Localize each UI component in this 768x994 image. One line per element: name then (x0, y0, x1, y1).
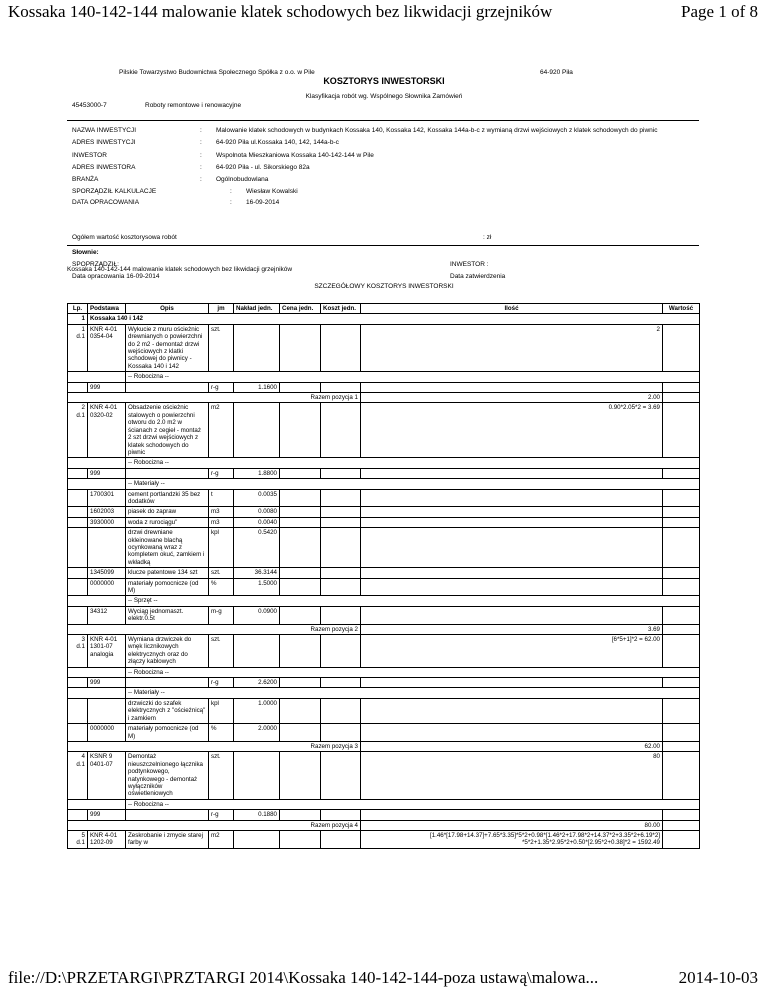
preparation-date: Data opracowania 16-09-2014 (72, 273, 160, 280)
resource-description: woda z rurociągu" (126, 517, 209, 527)
browser-header (0, 0, 768, 24)
info-value: 64-920 Piła - ul. Sikorskiego 82a (216, 164, 310, 171)
resource-description (126, 810, 209, 820)
resource-group-label: -- Robocizna -- (126, 799, 700, 809)
resource-unit: r-g (209, 468, 234, 478)
item-norm (234, 324, 280, 371)
resource-value (663, 578, 700, 596)
resource-norm: 0.0900 (234, 606, 280, 624)
resource-unit: % (209, 578, 234, 596)
item-row (68, 752, 700, 799)
item-price (280, 752, 321, 799)
info-value: Wiesław Kowalski (246, 188, 298, 195)
item-cost (321, 324, 361, 371)
total-value-unit: : zł (483, 234, 492, 241)
header-lp: Lp. (68, 304, 88, 314)
resource-group-row (68, 688, 700, 698)
item-lp: 5 d.1 (68, 830, 88, 848)
header-value: Wartość (663, 304, 700, 314)
resource-description: Wyciąg jednomaszt. elektr.0.5t (126, 606, 209, 624)
resource-group-label: -- Materiały -- (126, 688, 700, 698)
blank-cell (68, 489, 88, 507)
investor-label: INWESTOR : (450, 261, 489, 268)
item-lp: 3 d.1 (68, 635, 88, 668)
info-label: ADRES INWESTORA (72, 164, 136, 171)
item-quantity: [1.46*[17.98+14.37]+7.65*3.35]*5*2+0.98*[1.46*2+17.98*2+14.37*2+3.35*2+6.19*2] *5*2+1.35*2.95*2+0.50*[2.95*2+0.38]*2 = 1592.49 (361, 830, 663, 848)
item-cost (321, 403, 361, 458)
resource-value (663, 724, 700, 742)
resource-code: 1700301 (88, 489, 126, 507)
resource-norm: 0.5420 (234, 528, 280, 568)
resource-unit: r-g (209, 382, 234, 392)
blank-cell (68, 810, 88, 820)
item-description: Zeskrobanie i zmycie starej farby w (126, 830, 209, 848)
blank-cell (68, 372, 126, 382)
resource-value (663, 468, 700, 478)
blank-cell (68, 458, 126, 468)
resource-description (126, 382, 209, 392)
resource-unit: r-g (209, 678, 234, 688)
cpv-code: 45453000-7 (72, 102, 107, 109)
resource-value (663, 698, 700, 723)
section-name: Kossaka 140 i 142 (88, 314, 700, 324)
blank-cell (68, 606, 88, 624)
resource-group-label: -- Robocizna -- (126, 372, 700, 382)
item-total-amount (663, 741, 700, 751)
blank-cell (68, 678, 88, 688)
blank-cell (68, 724, 88, 742)
item-total-label: Razem pozycja 2 (68, 624, 361, 634)
resource-cost (321, 678, 361, 688)
resource-row (68, 507, 700, 517)
resource-quantity (361, 528, 663, 568)
resource-cost (321, 468, 361, 478)
item-value (663, 635, 700, 668)
resource-unit: kpl (209, 698, 234, 723)
resource-cost (321, 698, 361, 723)
item-unit: szt. (209, 635, 234, 668)
info-colon: : (230, 199, 232, 206)
header-base: Podstawa (88, 304, 126, 314)
resource-value (663, 568, 700, 578)
resource-row (68, 528, 700, 568)
resource-norm: 1.1600 (234, 382, 280, 392)
blank-cell (68, 479, 126, 489)
item-total-amount (663, 393, 700, 403)
resource-cost (321, 507, 361, 517)
resource-group-row (68, 479, 700, 489)
item-row (68, 403, 700, 458)
document-title: KOSZTORYS INWESTORSKI (323, 76, 445, 86)
item-value (663, 752, 700, 799)
cost-estimate-table (67, 303, 700, 849)
resource-unit: szt. (209, 568, 234, 578)
item-base: KNR 4-01 1301-07 analogia (88, 635, 126, 668)
resource-code: 1345099 (88, 568, 126, 578)
info-value: 64-920 Piła ul.Kossaka 140, 142, 144a-b-c (216, 139, 339, 146)
resource-price (280, 528, 321, 568)
resource-value (663, 507, 700, 517)
resource-group-label: -- Robocizna -- (126, 667, 700, 677)
resource-description: klucze patentowe 134 szt (126, 568, 209, 578)
resource-description: materiały pomocnicze (od M) (126, 578, 209, 596)
resource-price (280, 606, 321, 624)
print-date: 2014-10-03 (678, 968, 758, 987)
resource-value (663, 489, 700, 507)
blank-cell (68, 596, 126, 606)
resource-cost (321, 724, 361, 742)
item-base: KSNR 9 0401-07 (88, 752, 126, 799)
resource-description: materiały pomocnicze (od M) (126, 724, 209, 742)
table-title: SZCZEGÓŁOWY KOSZTORYS INWESTORSKI (314, 283, 454, 290)
resource-row (68, 468, 700, 478)
resource-quantity (361, 724, 663, 742)
info-label: INWESTOR (72, 152, 107, 159)
info-value: Malowanie klatek schodowych w budynkach Kossaka 140, Kossaka 142, Kossaka 144a-b-c z wymianą drzwi wejściowych z klatek schodowych do piwnic (216, 127, 658, 134)
resource-description: piasek do zapraw (126, 507, 209, 517)
resource-description: drzwi drewniane okleinowane blachą ocynkowaną wraz z kompletem okuć, zamkiem i wkładką (126, 528, 209, 568)
section-number: 1 (68, 314, 88, 324)
item-unit: m2 (209, 830, 234, 848)
divider (67, 245, 699, 246)
resource-norm: 1.8800 (234, 468, 280, 478)
item-total-amount (663, 624, 700, 634)
item-base: KNR 4-01 0354-04 (88, 324, 126, 371)
resource-group-row (68, 596, 700, 606)
resource-group-row (68, 372, 700, 382)
resource-quantity (361, 507, 663, 517)
info-colon: : (200, 139, 202, 146)
item-base: KNR 4-01 1202-09 (88, 830, 126, 848)
item-row (68, 635, 700, 668)
item-value (663, 403, 700, 458)
info-value: Ogólnobudowlana (216, 176, 269, 183)
resource-norm: 36.3144 (234, 568, 280, 578)
blank-cell (68, 698, 88, 723)
company-postal: 64-920 Piła (540, 69, 573, 76)
resource-unit: r-g (209, 810, 234, 820)
item-total-row (68, 624, 700, 634)
resource-code: 999 (88, 810, 126, 820)
item-value (663, 830, 700, 848)
resource-code: 3930000 (88, 517, 126, 527)
resource-norm: 2.6200 (234, 678, 280, 688)
resource-code: 999 (88, 678, 126, 688)
resource-description (126, 678, 209, 688)
header-description: Opis (126, 304, 209, 314)
resource-row (68, 810, 700, 820)
resource-quantity (361, 578, 663, 596)
resource-row (68, 382, 700, 392)
blank-cell (68, 517, 88, 527)
resource-group-row (68, 667, 700, 677)
resource-code: 0000000 (88, 578, 126, 596)
resource-cost (321, 578, 361, 596)
item-value (663, 324, 700, 371)
total-value-label: Ogółem wartość kosztorysowa robót (72, 234, 177, 241)
header-unit-cost: Koszt jedn. (321, 304, 361, 314)
resource-row (68, 606, 700, 624)
resource-norm: 1.0000 (234, 698, 280, 723)
item-total-label: Razem pozycja 4 (68, 820, 361, 830)
resource-price (280, 698, 321, 723)
item-base: KNR 4-01 0320-02 (88, 403, 126, 458)
info-label: BRANŻA (72, 176, 99, 183)
resource-price (280, 517, 321, 527)
resource-code: 999 (88, 382, 126, 392)
item-description: Obsadzenie ościeżnic stalowych o powierzchni otworu do 2.0 m2 w ścianach z cegieł - montaż 2 szt drzwi wejściowych z klatek schodowych do piwnic (126, 403, 209, 458)
resource-row (68, 517, 700, 527)
info-colon: : (230, 188, 232, 195)
info-value: Wspolnota Mieszkaniowa Kossaka 140-142-144 w Pile (216, 152, 374, 159)
item-unit: szt. (209, 752, 234, 799)
blank-cell (68, 667, 126, 677)
item-unit: m2 (209, 403, 234, 458)
item-total-row (68, 741, 700, 751)
resource-price (280, 724, 321, 742)
item-total-row (68, 820, 700, 830)
header-quantity: Ilość (361, 304, 663, 314)
resource-price (280, 468, 321, 478)
resource-unit: % (209, 724, 234, 742)
resource-cost (321, 528, 361, 568)
resource-quantity (361, 606, 663, 624)
blank-cell (68, 468, 88, 478)
header-unit-norm: Nakład jedn. (234, 304, 280, 314)
item-lp: 4 d.1 (68, 752, 88, 799)
cpv-description: Roboty remontowe i renowacyjne (145, 102, 242, 109)
blank-cell (68, 382, 88, 392)
info-label: NAZWA INWESTYCJI (72, 127, 137, 134)
item-norm (234, 752, 280, 799)
info-label: SPORZĄDZIŁ KALKULACJE (72, 188, 157, 195)
info-label: DATA OPRACOWANIA (72, 199, 140, 206)
resource-norm: 0.0080 (234, 507, 280, 517)
resource-price (280, 578, 321, 596)
resource-quantity (361, 489, 663, 507)
file-url: file://D:\PRZETARGI\PRZTARGI 2014\Kossaka 140-142-144-poza ustawą\malowa... (8, 968, 599, 987)
resource-quantity (361, 468, 663, 478)
item-total-amount (663, 820, 700, 830)
item-price (280, 830, 321, 848)
classification-line: Klasyfikacja robót wg. Wspólnego Słownika Zamówień (305, 93, 463, 100)
item-description: Wykucie z muru ościeżnic drewnianych o powierzchni do 2 m2 - demontaż drzwi wejściowych z klatki schodowej do piwnicy - Kossaka 140 i 142 (126, 324, 209, 371)
item-lp: 2 d.1 (68, 403, 88, 458)
resource-group-row (68, 458, 700, 468)
info-colon: : (200, 176, 202, 183)
resource-value (663, 678, 700, 688)
divider (67, 120, 699, 121)
resource-norm: 1.5000 (234, 578, 280, 596)
resource-unit: m3 (209, 507, 234, 517)
item-row (68, 830, 700, 848)
resource-value (663, 382, 700, 392)
item-price (280, 324, 321, 371)
item-description: Demontaż nieuszczelnionego łącznika podtynkowego, natynkowego - demontaż wyłączników oświetleniowych (126, 752, 209, 799)
blank-cell (68, 578, 88, 596)
resource-norm: 2.0000 (234, 724, 280, 742)
item-norm (234, 635, 280, 668)
browser-page-title: Kossaka 140-142-144 malowanie klatek schodowych bez likwidacji grzejników (8, 2, 553, 21)
resource-row (68, 724, 700, 742)
item-price (280, 403, 321, 458)
item-norm (234, 830, 280, 848)
item-description: Wymiana drzwiczek do wnęk licznikowych elektrycznych oraz do złączy kablowych (126, 635, 209, 668)
resource-unit: t (209, 489, 234, 507)
item-quantity: [6*5+1]*2 = 62.00 (361, 635, 663, 668)
resource-code (88, 698, 126, 723)
item-lp: 1 d.1 (68, 324, 88, 371)
browser-footer (0, 964, 768, 994)
item-price (280, 635, 321, 668)
resource-group-label: -- Materiały -- (126, 479, 700, 489)
resource-row (68, 678, 700, 688)
resource-code: 0000000 (88, 724, 126, 742)
item-quantity: 80 (361, 752, 663, 799)
resource-price (280, 382, 321, 392)
item-norm (234, 403, 280, 458)
item-quantity: 2 (361, 324, 663, 371)
resource-code: 1602003 (88, 507, 126, 517)
resource-description: drzwiczki do szafek elektrycznych z "ościeżnicą" i zamkiem (126, 698, 209, 723)
resource-value (663, 528, 700, 568)
resource-cost (321, 810, 361, 820)
document-subtitle: Kossaka 140-142-144 malowanie klatek schodowych bez likwidacji grzejników (67, 266, 293, 273)
item-row (68, 324, 700, 371)
resource-quantity (361, 678, 663, 688)
item-total-value: 80.00 (361, 820, 663, 830)
resource-price (280, 507, 321, 517)
item-unit: szt. (209, 324, 234, 371)
resource-quantity (361, 810, 663, 820)
resource-group-label: -- Robocizna -- (126, 458, 700, 468)
resource-value (663, 810, 700, 820)
resource-quantity (361, 698, 663, 723)
resource-price (280, 810, 321, 820)
resource-group-row (68, 799, 700, 809)
item-quantity: 0.90*2.05*2 = 3.69 (361, 403, 663, 458)
resource-row (68, 489, 700, 507)
resource-unit: kpl (209, 528, 234, 568)
info-colon: : (200, 164, 202, 171)
header-unit-price: Cena jedn. (280, 304, 321, 314)
resource-value (663, 606, 700, 624)
approval-date: Data zatwierdzenia (450, 273, 506, 280)
blank-cell (68, 528, 88, 568)
info-value: 16-09-2014 (246, 199, 280, 206)
item-total-label: Razem pozycja 1 (68, 393, 361, 403)
resource-value (663, 517, 700, 527)
blank-cell (68, 507, 88, 517)
item-total-value: 2.00 (361, 393, 663, 403)
info-colon: : (200, 127, 202, 134)
item-cost (321, 752, 361, 799)
item-total-value: 3.69 (361, 624, 663, 634)
resource-quantity (361, 517, 663, 527)
item-total-row (68, 393, 700, 403)
info-colon: : (200, 152, 202, 159)
resource-norm: 0.0035 (234, 489, 280, 507)
item-total-label: Razem pozycja 3 (68, 741, 361, 751)
resource-code (88, 528, 126, 568)
blank-cell (68, 799, 126, 809)
resource-group-label: -- Sprzęt -- (126, 596, 700, 606)
resource-price (280, 489, 321, 507)
resource-cost (321, 568, 361, 578)
resource-price (280, 678, 321, 688)
resource-cost (321, 606, 361, 624)
resource-description: cement portlandzki 35 bez dodatków (126, 489, 209, 507)
header-unit: jm (209, 304, 234, 314)
resource-norm: 0.0040 (234, 517, 280, 527)
resource-code: 999 (88, 468, 126, 478)
table-header-row (68, 304, 700, 314)
info-label: ADRES INWESTYCJI (72, 139, 136, 146)
company-name: Pilskie Towarzystwo Budownictwa Społecznego Spółka z o.o. w Pile (119, 69, 315, 76)
blank-cell (68, 568, 88, 578)
resource-norm: 0.1880 (234, 810, 280, 820)
page-number: Page 1 of 8 (681, 2, 758, 21)
resource-code: 34312 (88, 606, 126, 624)
resource-unit: m3 (209, 517, 234, 527)
resource-description (126, 468, 209, 478)
resource-cost (321, 382, 361, 392)
item-cost (321, 830, 361, 848)
resource-row (68, 568, 700, 578)
resource-row (68, 698, 700, 723)
prepared-by-label: SPOPRZĄDZIŁ: (72, 261, 119, 268)
section-row (68, 314, 700, 324)
blank-cell (68, 688, 126, 698)
resource-unit: m-g (209, 606, 234, 624)
resource-cost (321, 489, 361, 507)
item-total-value: 62.00 (361, 741, 663, 751)
resource-row (68, 578, 700, 596)
resource-quantity (361, 568, 663, 578)
resource-cost (321, 517, 361, 527)
resource-quantity (361, 382, 663, 392)
resource-price (280, 568, 321, 578)
words-label: Słownie: (72, 249, 99, 256)
item-cost (321, 635, 361, 668)
